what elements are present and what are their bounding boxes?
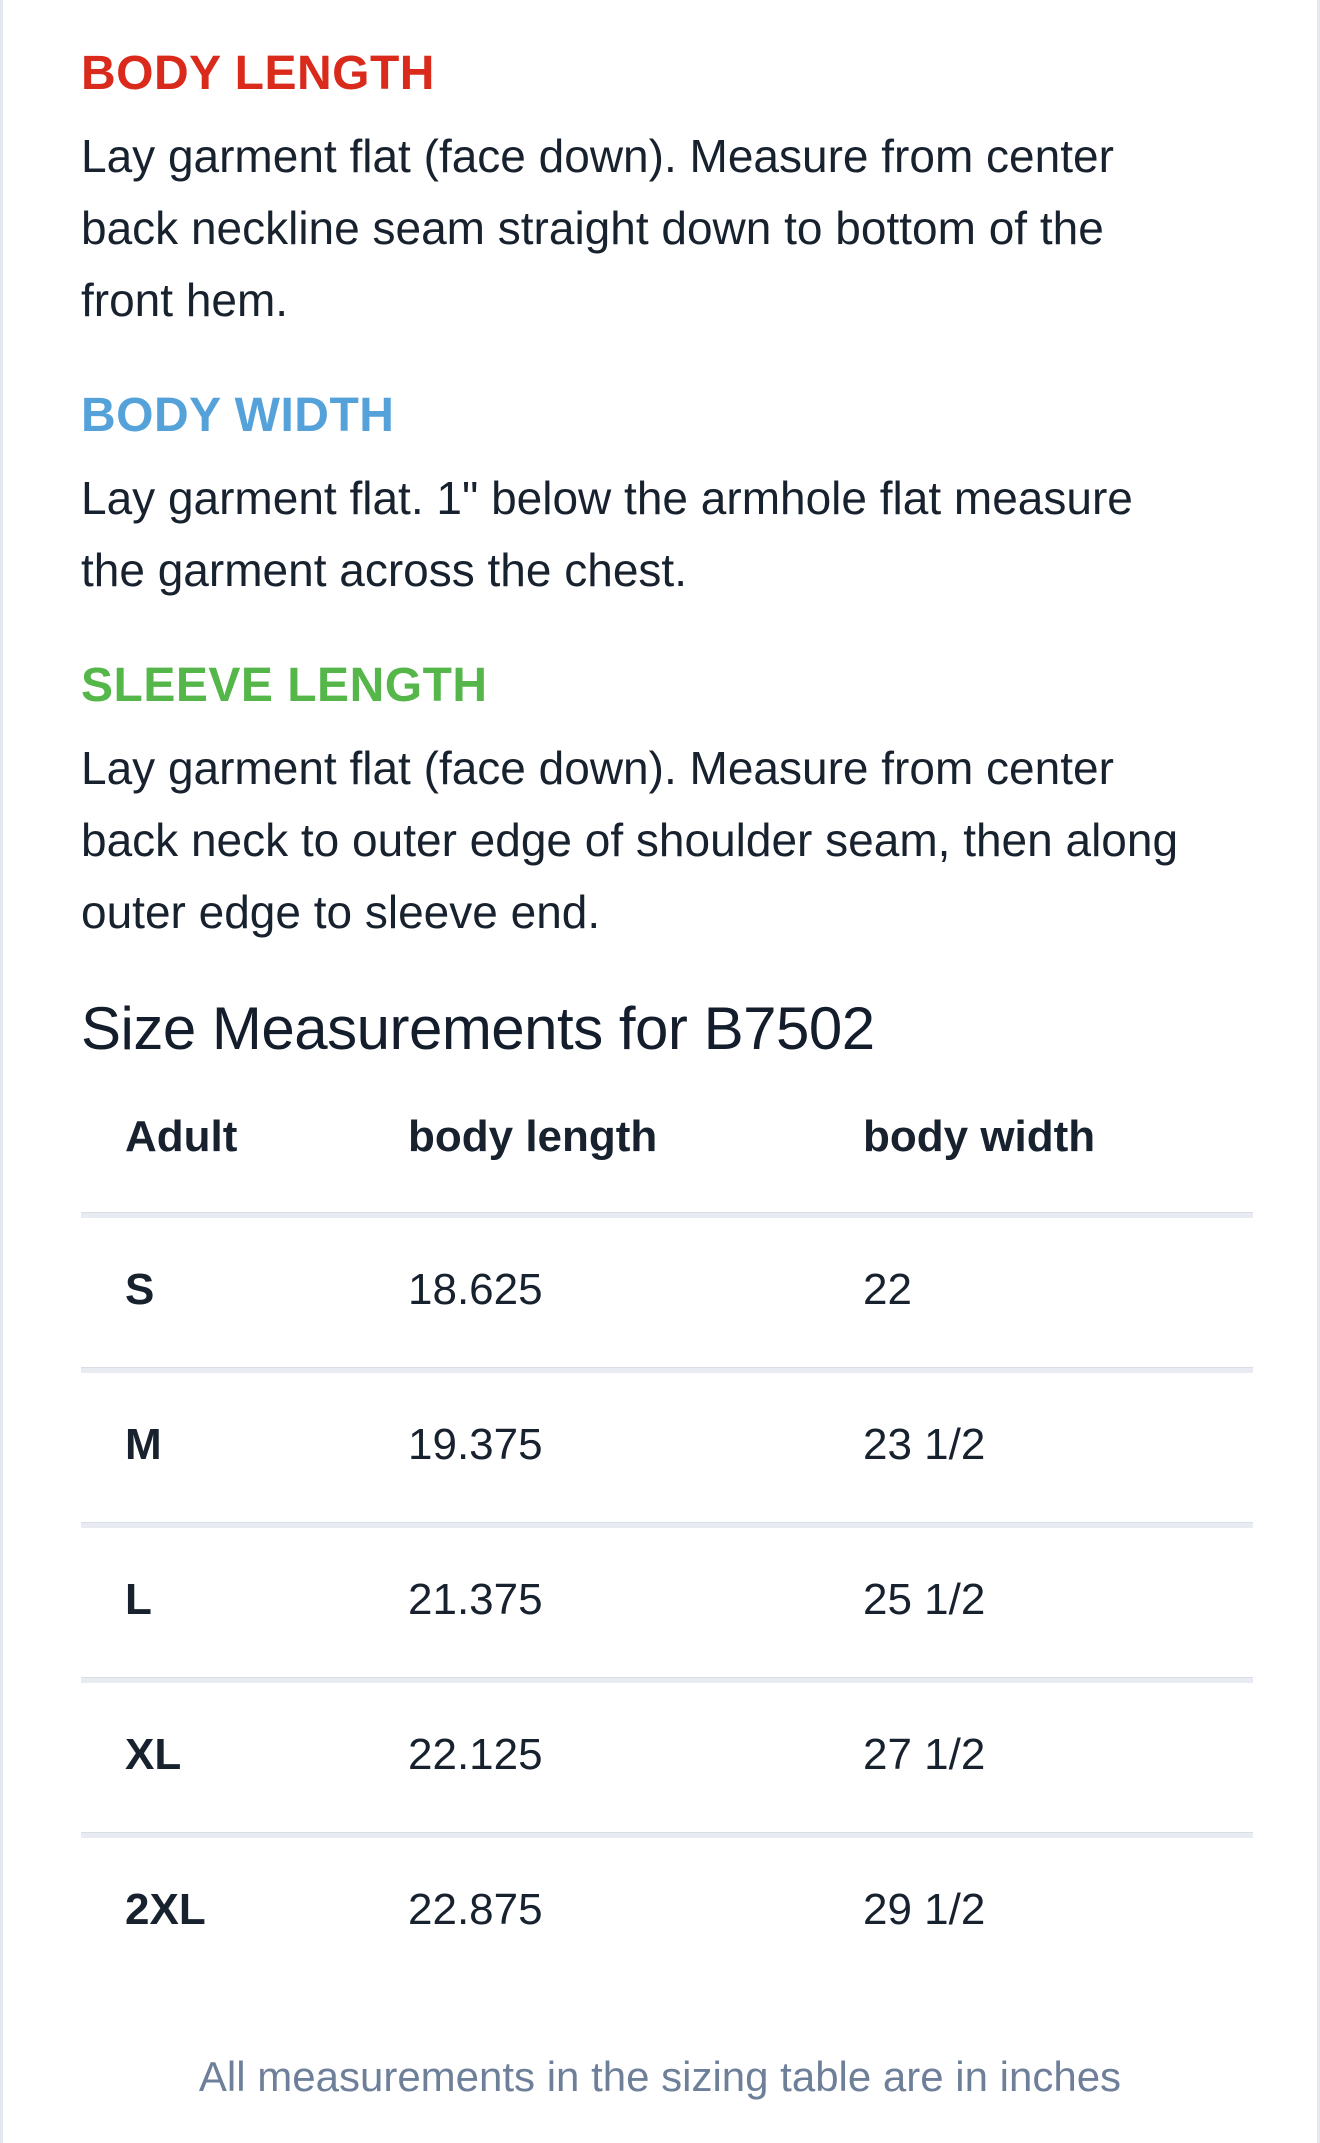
table-row — [81, 1832, 1253, 1987]
cell-body-length: 18.625 — [408, 1264, 543, 1314]
cell-body-width: 23 1/2 — [863, 1419, 986, 1469]
cell-body-width: 29 1/2 — [863, 1884, 986, 1934]
paragraph-line: Lay garment flat (face down). Measure from center — [81, 130, 1114, 182]
paragraph-line: Lay garment flat. 1" below the armhole flat measure — [81, 472, 1133, 524]
table-row — [81, 1212, 1253, 1367]
cell-size: S — [125, 1264, 155, 1314]
cell-body-width: 27 1/2 — [863, 1729, 986, 1779]
body-width-instructions — [81, 462, 1247, 606]
section-heading-body-length: BODY LENGTH — [81, 47, 435, 100]
size-table — [81, 1062, 1253, 1987]
paragraph-line: back neckline seam straight down to bottom of the — [81, 202, 1104, 254]
sizing-footnote: All measurements in the sizing table are in inches — [198, 2053, 1122, 2100]
sleeve-length-instructions — [81, 732, 1247, 948]
table-row — [81, 1367, 1253, 1522]
paragraph-line: front hem. — [81, 274, 289, 326]
cell-body-length: 22.125 — [408, 1729, 543, 1779]
cell-body-width: 22 — [863, 1264, 912, 1314]
section-heading-body-width: BODY WIDTH — [81, 389, 395, 442]
cell-size: XL — [125, 1729, 182, 1779]
cell-size: M — [125, 1419, 162, 1469]
cell-size: L — [125, 1574, 152, 1624]
cell-body-length: 21.375 — [408, 1574, 543, 1624]
size-table-header-row — [81, 1062, 1253, 1212]
paragraph-line: Lay garment flat (face down). Measure from center — [81, 742, 1114, 794]
paragraph-line: back neck to outer edge of shoulder seam, then along — [81, 814, 1179, 866]
column-header-body-width: body width — [863, 1112, 1096, 1161]
table-row — [81, 1522, 1253, 1677]
size-measurements-title: Size Measurements for B7502 — [81, 995, 875, 1062]
cell-body-length: 22.875 — [408, 1884, 543, 1934]
paragraph-line: the garment across the chest. — [81, 544, 687, 596]
column-header-body-length: body length — [408, 1112, 658, 1161]
paragraph-line: outer edge to sleeve end. — [81, 886, 601, 938]
sizing-guide-content — [3, 0, 1317, 1987]
cell-body-length: 19.375 — [408, 1419, 543, 1469]
cell-size: 2XL — [125, 1884, 206, 1934]
cell-body-width: 25 1/2 — [863, 1574, 986, 1624]
section-heading-sleeve-length: SLEEVE LENGTH — [81, 659, 488, 712]
column-header-adult: Adult — [125, 1112, 238, 1161]
body-length-instructions — [81, 120, 1247, 336]
table-row — [81, 1677, 1253, 1832]
